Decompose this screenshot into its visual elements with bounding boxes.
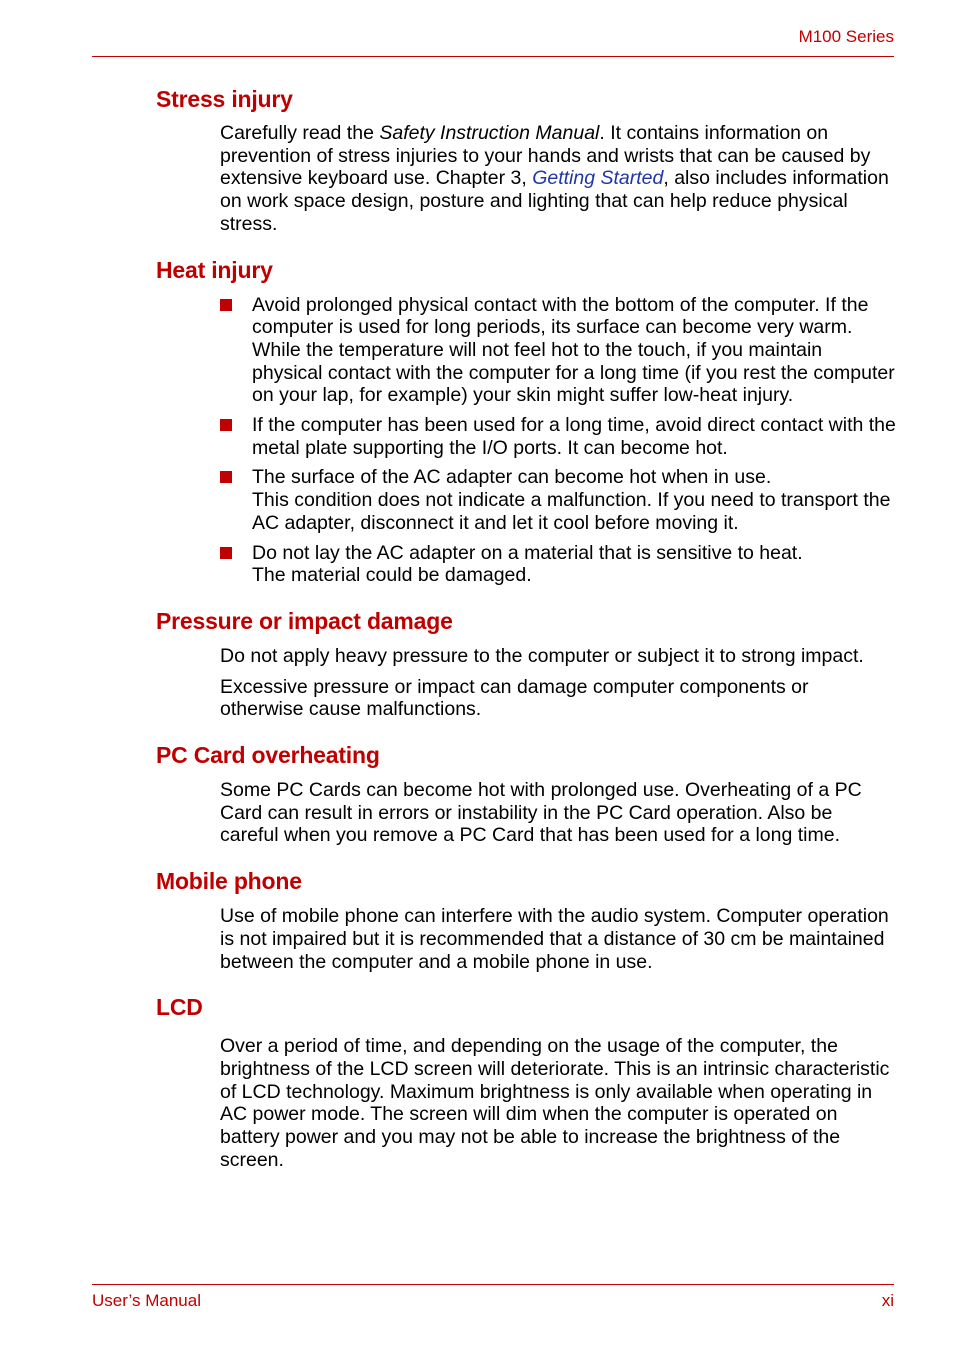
list-item-text: The surface of the AC adapter can become hot when in use. <box>252 466 772 489</box>
running-header-title: M100 Series <box>798 27 894 46</box>
section-heading: Heat injury <box>156 256 273 283</box>
list-item <box>220 466 896 534</box>
section-stress-injury <box>156 85 896 236</box>
list-item-text: This condition does not indicate a malfunction. If you need to transport the AC adapter, disconnect it and let it cool before moving it. <box>252 489 891 534</box>
text-run: . It contains information on prevention of stress injuries to your hands and wrists that can be caused by extensive keyboard use. Chapter 3, <box>220 122 871 190</box>
square-bullet-icon <box>220 299 232 311</box>
paragraph: Do not apply heavy pressure to the computer or subject it to strong impact. <box>220 644 864 667</box>
page-number: xi <box>881 1291 894 1310</box>
paragraph: Some PC Cards can become hot with prolonged use. Overheating of a PC Card can result in errors or instability in the PC Card operation. Also be careful when you remove a PC Card that has been used for a long time. <box>220 779 862 847</box>
header-rule <box>92 56 894 57</box>
manual-title: Safety Instruction Manual <box>379 122 600 144</box>
paragraph: Over a period of time, and depending on the usage of the computer, the brightness of the LCD screen will deteriorate. This is an intrinsic characteristic of LCD technology. Maximum brightness is only available when operating in AC power mode. The screen will dim when the computer is operated on battery power and you may not be able to increase the brightness of the screen. <box>220 1035 890 1171</box>
paragraph <box>220 122 896 236</box>
list-item-text: Do not lay the AC adapter on a material that is sensitive to heat. <box>252 541 803 564</box>
list-item <box>220 294 896 408</box>
list-item-text: The material could be damaged. <box>252 564 532 587</box>
section-lcd <box>156 993 896 1171</box>
section-body <box>220 645 896 721</box>
list-item <box>220 542 896 587</box>
square-bullet-icon <box>220 547 232 559</box>
section-body <box>220 905 896 973</box>
section-body <box>220 1035 896 1171</box>
getting-started-link[interactable]: Getting Started <box>532 167 664 190</box>
footer-rule <box>92 1284 894 1285</box>
footer-manual-title: User’s Manual <box>92 1291 201 1310</box>
section-heading: LCD <box>156 994 203 1021</box>
section-body <box>220 122 896 236</box>
section-heat-injury <box>156 256 896 587</box>
section-mobile-phone <box>156 867 896 973</box>
paragraph: Use of mobile phone can interfere with the audio system. Computer operation is not impaired but it is recommended that a distance of 30 cm be maintained between the computer and a mobile phone in use. <box>220 905 889 973</box>
square-bullet-icon <box>220 419 232 431</box>
list-item-text: Avoid prolonged physical contact with the bottom of the computer. If the computer is used for long periods, its surface can become very warm. While the temperature will not feel hot to the touch, if you maintain physical contact with the computer for a long time (if you rest the computer on your lap, for example) your skin might suffer low-heat injury. <box>252 293 895 407</box>
bullet-list <box>220 294 896 587</box>
section-heading: Stress injury <box>156 86 293 112</box>
section-heading: PC Card overheating <box>156 742 380 769</box>
list-item-text: If the computer has been used for a long time, avoid direct contact with the metal plate supporting the I/O ports. It can become hot. <box>252 414 896 459</box>
section-heading: Mobile phone <box>156 868 302 895</box>
text-run: Carefully read the <box>220 122 380 144</box>
section-heading: Pressure or impact damage <box>156 607 453 634</box>
section-pc-card-overheating <box>156 741 896 847</box>
paragraph: Excessive pressure or impact can damage computer components or otherwise cause malfunctions. <box>220 675 809 721</box>
section-body <box>220 779 896 847</box>
list-item <box>220 414 896 459</box>
page-content <box>156 85 896 1192</box>
text-run: , also includes information on work space design, posture and lighting that can help reduce physical stress. <box>220 167 889 235</box>
section-pressure-damage <box>156 607 896 721</box>
square-bullet-icon <box>220 471 232 483</box>
